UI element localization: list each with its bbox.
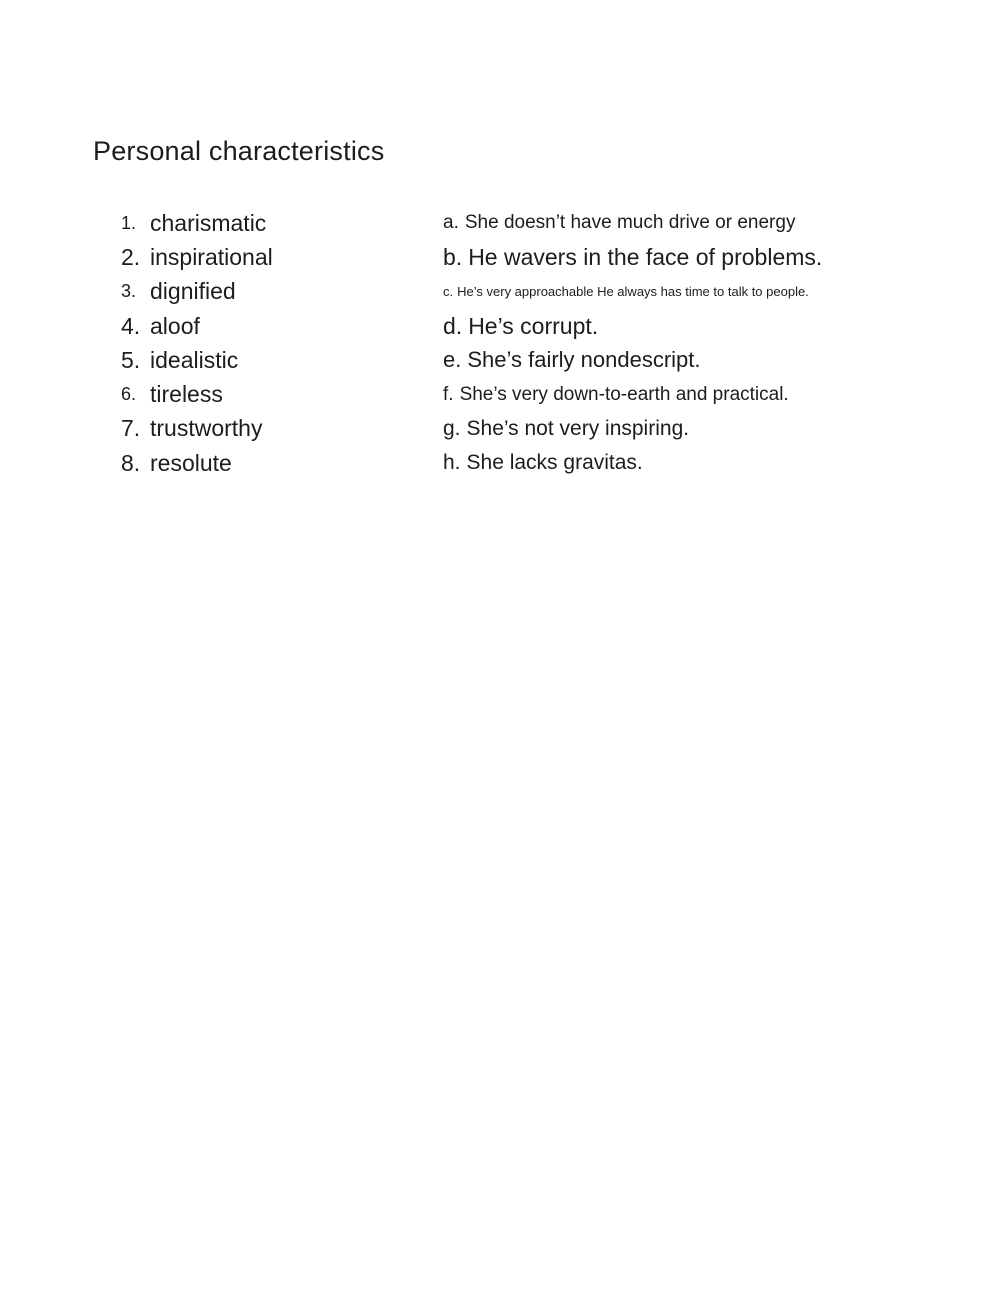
- definition-letter: f.: [443, 383, 454, 405]
- term-text: idealistic: [150, 346, 239, 373]
- term-number: 4.: [121, 312, 141, 339]
- term-row[interactable]: [121, 377, 273, 411]
- term-number: 8.: [121, 449, 141, 476]
- term-row[interactable]: [121, 240, 273, 274]
- term-text: charismatic: [150, 209, 267, 236]
- definition-text: She lacks gravitas.: [466, 451, 643, 475]
- definition-letter: c.: [443, 284, 454, 300]
- term-text: trustworthy: [150, 415, 263, 442]
- term-number: 7.: [121, 415, 141, 442]
- definition-text: He wavers in the face of problems.: [468, 243, 823, 270]
- term-number: 1.: [121, 212, 137, 233]
- term-text: tireless: [150, 381, 223, 408]
- definitions-list: [443, 206, 822, 480]
- term-number: 3.: [121, 281, 137, 302]
- definition-text: He’s very approachable He always has time to talk to people.: [457, 284, 809, 300]
- definition-row[interactable]: [443, 377, 822, 411]
- definition-row[interactable]: [443, 240, 822, 274]
- term-text: resolute: [150, 449, 232, 476]
- definition-text: She’s fairly nondescript.: [467, 347, 701, 373]
- term-text: dignified: [150, 278, 236, 305]
- terms-list: [121, 206, 273, 480]
- definition-letter: h.: [443, 451, 461, 475]
- definition-row[interactable]: [443, 206, 822, 240]
- term-number: 6.: [121, 384, 137, 405]
- definition-letter: d.: [443, 312, 463, 339]
- term-number: 5.: [121, 346, 141, 373]
- definition-letter: b.: [443, 243, 463, 270]
- definition-row[interactable]: [443, 275, 822, 309]
- term-text: inspirational: [150, 243, 273, 270]
- definition-letter: e.: [443, 347, 462, 373]
- term-row[interactable]: [121, 206, 273, 240]
- definition-row[interactable]: [443, 343, 822, 377]
- definition-text: She’s not very inspiring.: [466, 416, 690, 440]
- term-row[interactable]: [121, 412, 273, 446]
- definition-text: She doesn’t have much drive or energy: [464, 212, 796, 234]
- term-row[interactable]: [121, 275, 273, 309]
- term-row[interactable]: [121, 446, 273, 480]
- term-row[interactable]: [121, 309, 273, 343]
- definition-row[interactable]: [443, 412, 822, 446]
- definition-text: He’s corrupt.: [468, 312, 599, 339]
- definition-letter: g.: [443, 416, 461, 440]
- term-row[interactable]: [121, 343, 273, 377]
- page-title: Personal characteristics: [93, 136, 385, 167]
- term-number: 2.: [121, 243, 141, 270]
- term-text: aloof: [150, 312, 200, 339]
- definition-row[interactable]: [443, 446, 822, 480]
- definition-row[interactable]: [443, 309, 822, 343]
- definition-text: She’s very down-to-earth and practical.: [459, 383, 789, 405]
- definition-letter: a.: [443, 212, 459, 234]
